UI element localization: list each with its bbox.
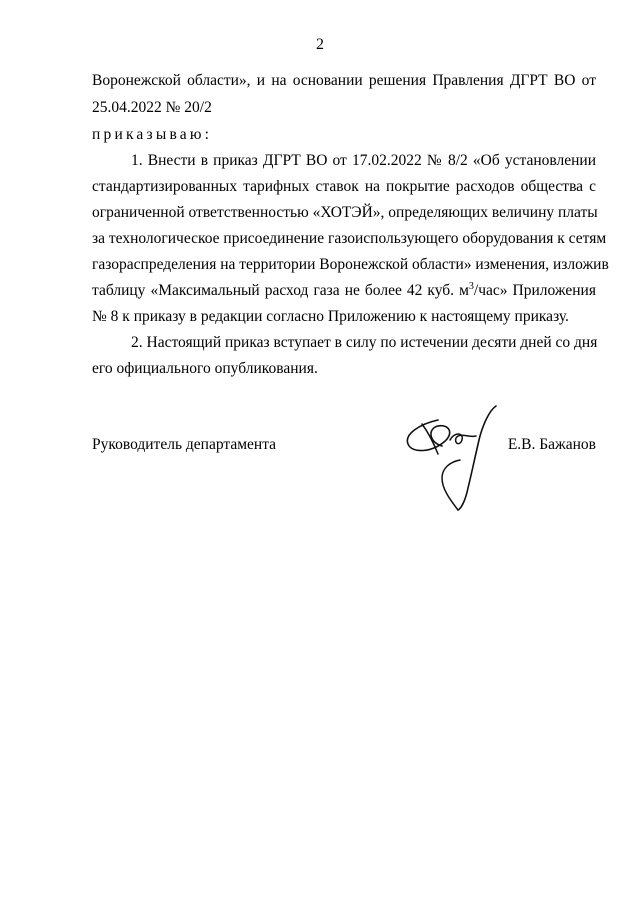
signatory-position: Руководитель департамента	[92, 436, 277, 453]
item1-line-6	[92, 282, 596, 300]
item1-line-6-part-b: /час» Приложения	[473, 282, 596, 299]
item1-line-6-part-a: таблицу «Максимальный расход газа не более 42 куб. м	[92, 282, 469, 299]
handwritten-signature	[398, 402, 508, 514]
item1-line-4: за технологическое присоединение газоиспользующего оборудования к сетям	[92, 230, 607, 247]
item1-line-7: № 8 к приказу в редакции согласно Приложению к настоящему приказу.	[92, 308, 569, 325]
item1-line-3: ограниченной ответственностью «ХОТЭЙ», определяющих величину платы	[92, 204, 598, 221]
item1-line-1: 1. Внести в приказ ДГРТ ВО от 17.02.2022 № 8/2 «Об установлении	[131, 152, 596, 169]
item1-line-5: газораспределения на территории Воронежской области» изменения, изложив	[92, 256, 609, 273]
intro-line-1: Воронежской области», и на основании решения Правления ДГРТ ВО от	[92, 72, 596, 89]
signatory-name: Е.В. Бажанов	[507, 436, 596, 453]
item2-line-1: 2. Настоящий приказ вступает в силу по истечении десяти дней со дня	[131, 334, 598, 351]
order-word: приказываю:	[92, 126, 213, 143]
item2-line-2: его официального опубликования.	[92, 360, 318, 377]
item1-line-2: стандартизированных тарифных ставок на покрытие расходов общества с	[92, 178, 596, 195]
intro-line-2: 25.04.2022 № 20/2	[92, 99, 212, 116]
page-number: 2	[316, 36, 324, 53]
superscript-three: 3	[468, 281, 474, 292]
